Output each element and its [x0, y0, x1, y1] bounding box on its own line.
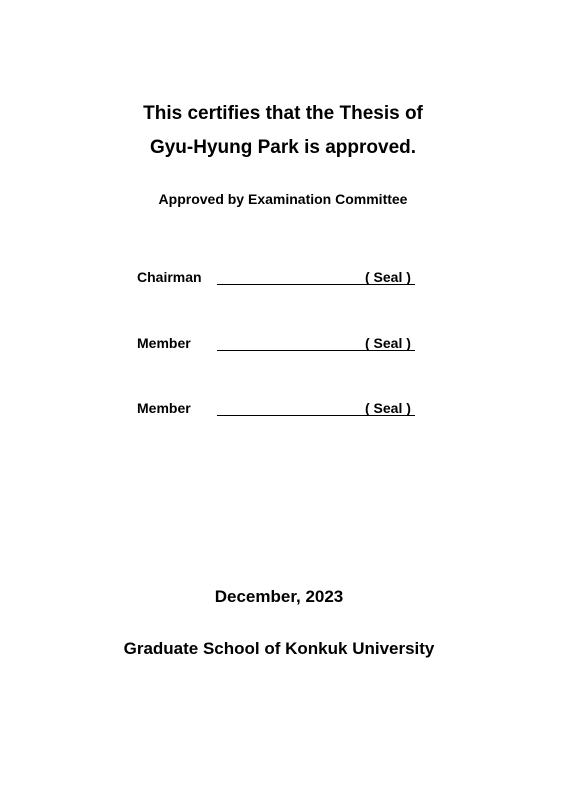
signature-role-label: Chairman [137, 269, 202, 285]
approval-date: December, 2023 [214, 587, 344, 606]
signature-role-label: Member [137, 400, 191, 416]
institution-name: Graduate School of Konkuk University [123, 639, 435, 658]
seal-label: ( Seal ) [365, 400, 411, 416]
certificate-title-line-2: Gyu-Hyung Park is approved. [149, 137, 417, 158]
signature-row-member-1 [137, 334, 427, 354]
signature-row-member-2 [137, 399, 427, 419]
seal-label: ( Seal ) [365, 269, 411, 285]
committee-subtitle: Approved by Examination Committee [158, 191, 408, 207]
certificate-title-line-1: This certifies that the Thesis of [143, 103, 423, 124]
seal-label: ( Seal ) [365, 335, 411, 351]
signature-role-label: Member [137, 335, 191, 351]
signature-row-chairman [137, 268, 427, 288]
